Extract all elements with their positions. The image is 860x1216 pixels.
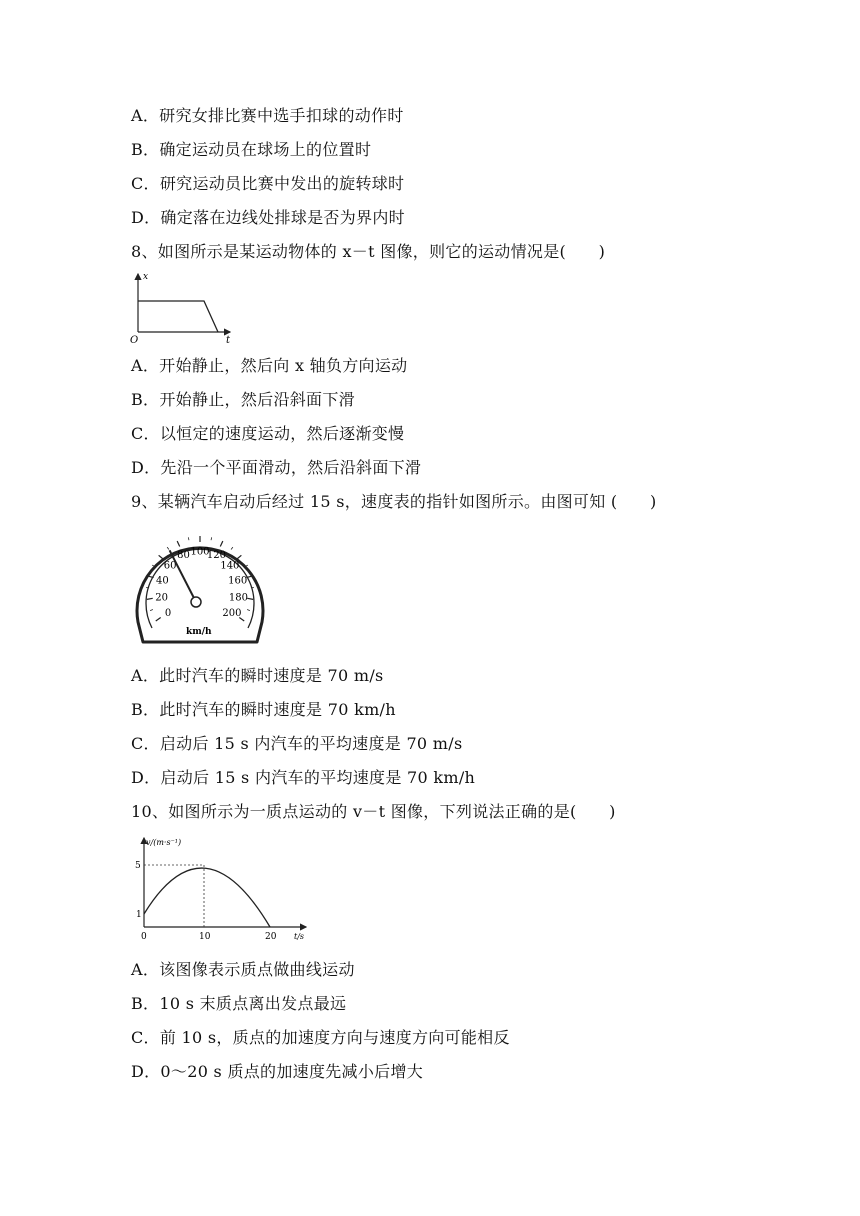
q7-option-d: D．确定落在边线处排球是否为界内时	[131, 208, 405, 227]
speedometer-label-200: 200	[222, 607, 242, 619]
speedometer-tick	[237, 555, 242, 559]
speedometer-label-20: 20	[155, 592, 168, 604]
speedometer-tick	[247, 610, 250, 611]
q10-option-a: A．该图像表示质点做曲线运动	[131, 960, 355, 979]
q10-y-tick-5: 5	[135, 861, 141, 871]
speedometer-tick	[247, 598, 253, 599]
q10-vt-graph	[130, 830, 310, 944]
speedometer-label-60: 60	[163, 560, 177, 572]
speedometer-label-40: 40	[155, 575, 169, 587]
speedometer-tick	[177, 541, 180, 546]
speedometer-label-160: 160	[228, 575, 248, 587]
speedometer-tick	[220, 541, 223, 546]
q8-x-label: t	[226, 335, 231, 346]
speedometer-tick	[150, 610, 153, 611]
q7-option-c: C．研究运动员比赛中发出的旋转球时	[131, 174, 405, 193]
q8-option-d: D．先沿一个平面滑动，然后沿斜面下滑	[131, 458, 422, 477]
speedometer-hub	[191, 597, 201, 607]
q8-stem: 8、如图所示是某运动物体的 x－t 图像，则它的运动情况是( )	[131, 242, 606, 261]
q8-option-c: C．以恒定的速度运动，然后逐渐变慢	[131, 424, 405, 443]
speedometer-label-140: 140	[220, 560, 240, 572]
speedometer-tick	[147, 598, 153, 599]
speedometer-label-180: 180	[228, 592, 248, 604]
speedometer-tick	[159, 555, 164, 559]
speedometer-tick	[156, 618, 161, 621]
q9-option-a: A．此时汽车的瞬时速度是 70 m/s	[131, 666, 384, 685]
q10-option-c: C．前 10 s，质点的加速度方向与速度方向可能相反	[131, 1028, 510, 1047]
q8-graph-line	[138, 301, 218, 332]
q10-x-label: t/s	[294, 932, 305, 941]
q9-speedometer	[130, 518, 270, 644]
speedometer-tick	[231, 547, 233, 549]
speedometer-label-100: 100	[190, 546, 210, 558]
q8-option-a: A．开始静止，然后向 x 轴负方向运动	[131, 356, 408, 375]
q10-curve	[144, 868, 270, 927]
q10-x-tick-0: 0	[141, 932, 147, 942]
q10-y-label: v/(m·s⁻¹)	[146, 838, 182, 847]
q10-x-tick-10: 10	[199, 932, 211, 942]
q9-option-c: C．启动后 15 s 内汽车的平均速度是 70 m/s	[131, 734, 463, 753]
speedometer-label-80: 80	[177, 550, 190, 562]
q7-option-a: A．研究女排比赛中选手扣球的动作时	[131, 106, 404, 125]
speedometer-tick	[211, 537, 212, 540]
q10-option-b: B．10 s 末质点离出发点最远	[131, 994, 347, 1013]
q7-option-b: B．确定运动员在球场上的位置时	[131, 140, 372, 159]
q10-option-d: D．0～20 s 质点的加速度先减小后增大	[131, 1062, 424, 1081]
q10-y-tick-1: 1	[136, 910, 142, 920]
speedometer-label-0: 0	[164, 607, 172, 619]
q8-origin-label: O	[130, 335, 139, 346]
q10-x-tick-20: 20	[265, 932, 277, 942]
speedometer-tick	[188, 537, 189, 540]
speedometer-label-120: 120	[206, 550, 227, 562]
speedometer-unit: km/h	[186, 627, 212, 637]
q8-option-b: B．开始静止，然后沿斜面下滑	[131, 390, 355, 409]
q9-stem: 9、某辆汽车启动后经过 15 s，速度表的指针如图所示。由图可知 ( )	[131, 492, 657, 511]
speedometer-tick	[167, 547, 169, 549]
q8-y-label: x	[143, 272, 149, 282]
q9-option-d: D．启动后 15 s 内汽车的平均速度是 70 km/h	[131, 768, 476, 787]
q8-xt-graph	[126, 268, 238, 346]
q10-stem: 10、如图所示为一质点运动的 v－t 图像，下列说法正确的是( )	[131, 802, 616, 821]
q9-option-b: B．此时汽车的瞬时速度是 70 km/h	[131, 700, 396, 719]
